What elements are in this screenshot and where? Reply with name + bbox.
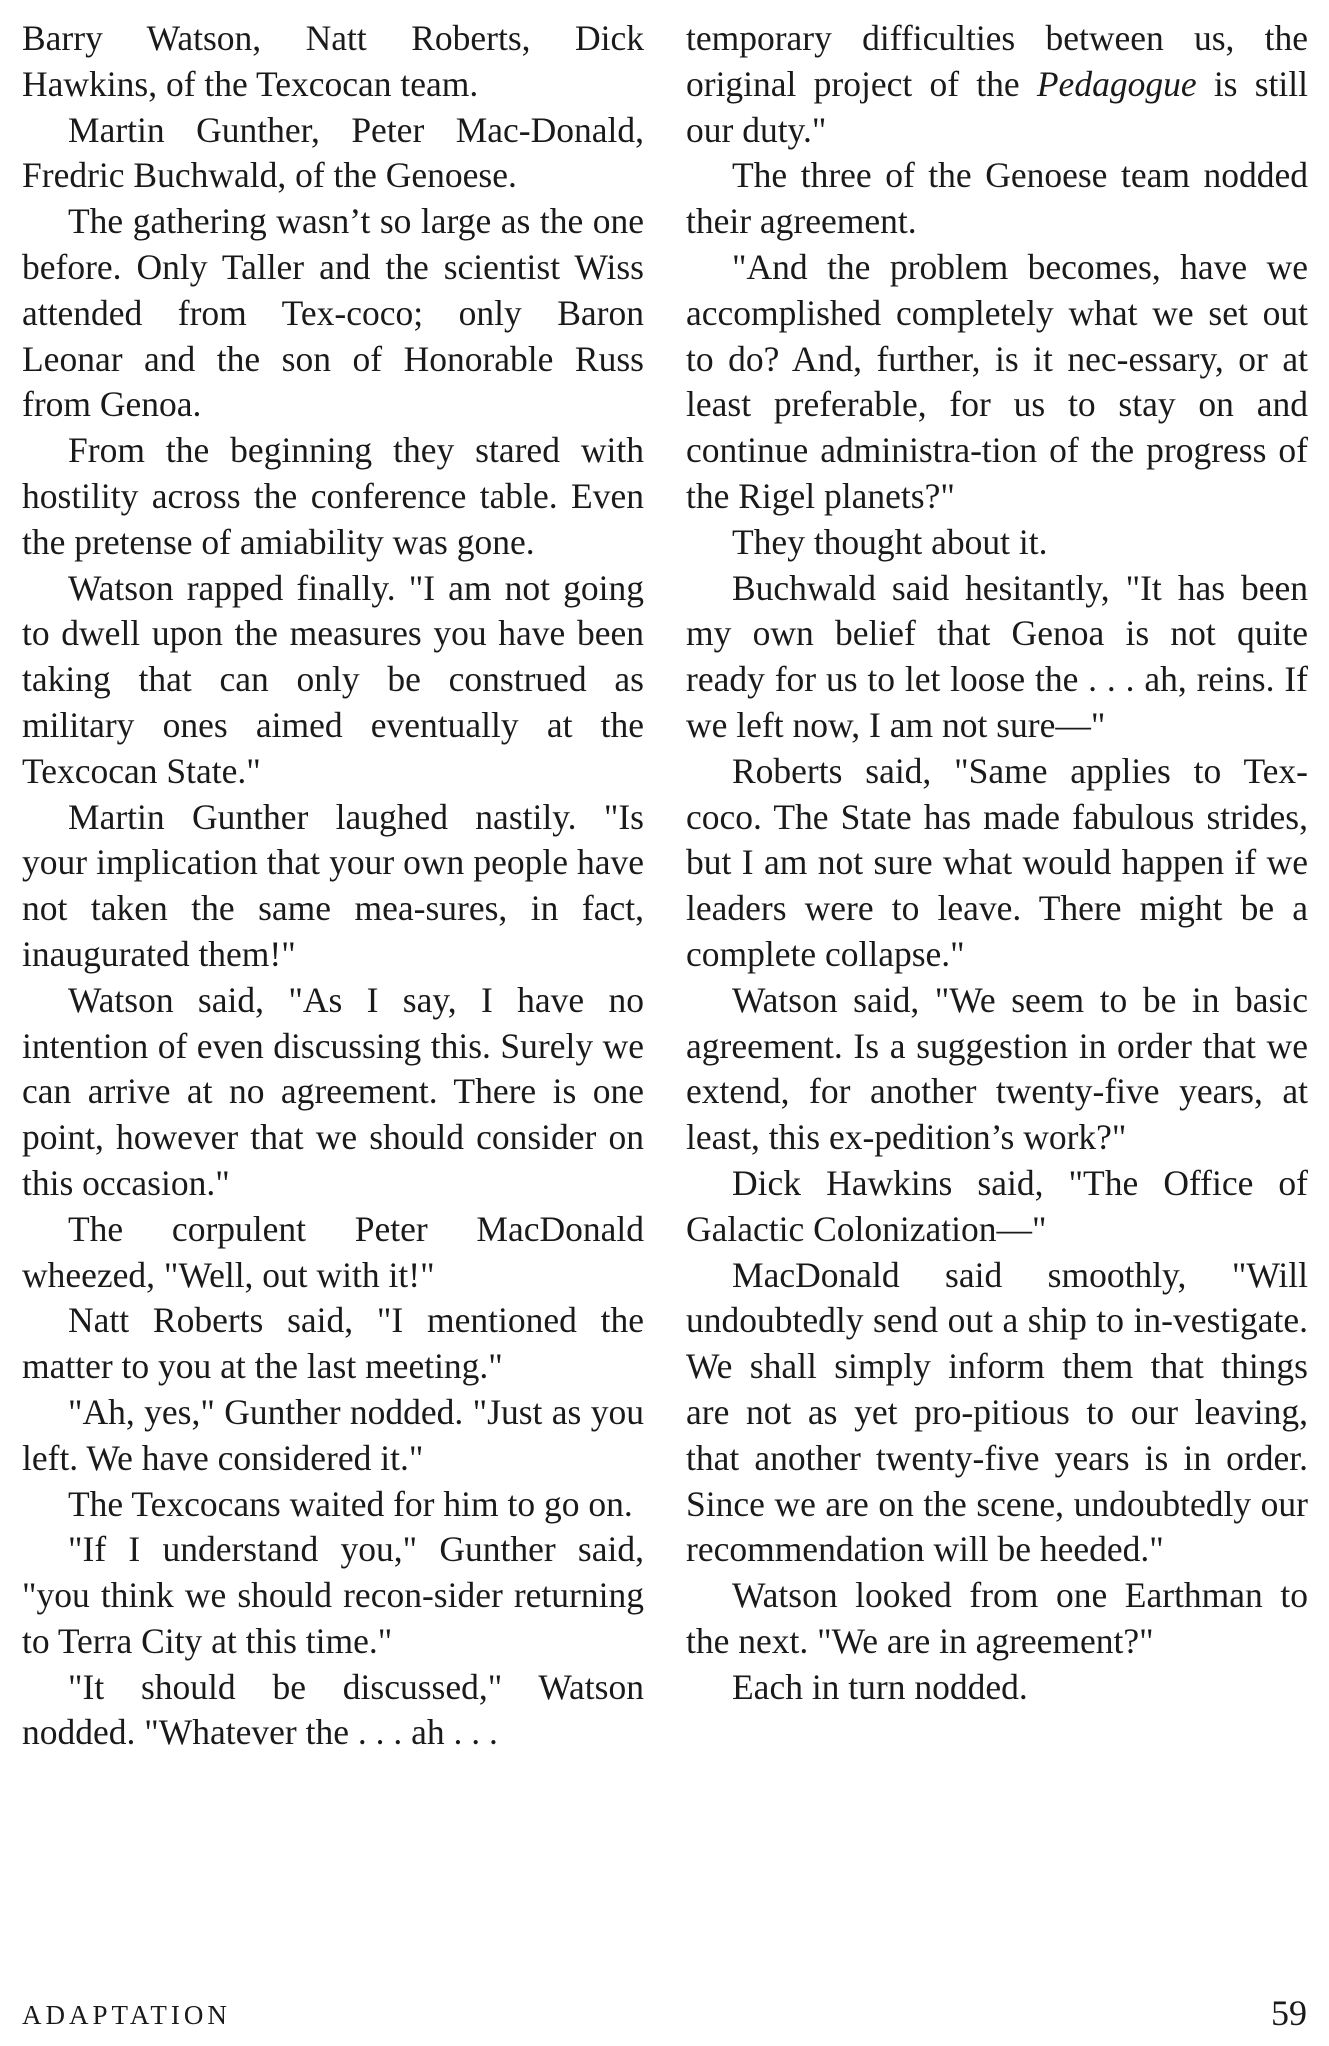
running-footer-title: ADAPTATION bbox=[22, 2000, 231, 2030]
paragraph: Watson said, "We seem to be in basic agreement. Is a suggestion in order that we extend, for another twenty-five years, at least, this ex-pedition’s work?" bbox=[686, 979, 1308, 1158]
right-text-column bbox=[686, 16, 1308, 1710]
paragraph: "If I understand you," Gunther said, "you think we should recon-sider returning to Terra City at this time." bbox=[22, 1529, 644, 1661]
paragraph: The corpulent Peter MacDonald wheezed, "Well, out with it!" bbox=[22, 1208, 644, 1295]
ship-name-italic: Pedagogue bbox=[1036, 63, 1197, 104]
paragraph: MacDonald said smoothly, "Will undoubtedly send out a ship to in-vestigate. We shall simply inform them that things are not as yet pro-pitious to our leaving, that another twenty-five years is in order. Since we are on the scene, undoubtedly our recommendation will be heeded." bbox=[686, 1254, 1308, 1570]
page-footer bbox=[22, 1993, 1307, 2040]
paragraph: They thought about it. bbox=[732, 521, 1048, 562]
paragraph: Martin Gunther, Peter Mac-Donald, Fredric Buchwald, of the Genoese. bbox=[22, 109, 644, 196]
paragraph: From the beginning they stared with hostility across the conference table. Even the pretense of amiability was gone. bbox=[22, 430, 644, 562]
paragraph: "Ah, yes," Gunther nodded. "Just as you left. We have considered it." bbox=[22, 1391, 644, 1478]
paragraph: temporary difficulties between us, the original project of the Pedagogue is still our duty." bbox=[686, 18, 1308, 150]
left-text-column bbox=[22, 16, 644, 1756]
paragraph: The three of the Genoese team nodded their agreement. bbox=[686, 155, 1308, 242]
paragraph: Natt Roberts said, "I mentioned the matter to you at the last meeting." bbox=[22, 1300, 644, 1387]
paragraph: Barry Watson, Natt Roberts, Dick Hawkins, of the Texcocan team. bbox=[22, 18, 644, 104]
paragraph: The gathering wasn’t so large as the one before. Only Taller and the scientist Wiss attended from Tex-coco; only Baron Leonar and the son of Honorable Russ from Genoa. bbox=[22, 201, 644, 425]
paragraph: "And the problem becomes, have we accomplished completely what we set out to do? And, further, is it nec-essary, or at least preferable, for us to stay on and continue administra-tion of the progress of the Rigel planets?" bbox=[686, 246, 1308, 516]
paragraph: "It should be discussed," Watson nodded. "Whatever the . . . ah . . . bbox=[22, 1666, 644, 1753]
paragraph: The Texcocans waited for him to go on. bbox=[68, 1483, 633, 1524]
paragraph: Each in turn nodded. bbox=[732, 1666, 1028, 1707]
paragraph: Watson said, "As I say, I have no intention of even discussing this. Surely we can arrive at no agreement. There is one point, however that we should consider on this occasion." bbox=[22, 979, 644, 1203]
paragraph: Dick Hawkins said, "The Office of Galactic Colonization—" bbox=[686, 1162, 1308, 1249]
paragraph: Roberts said, "Same applies to Tex-coco. The State has made fabulous strides, but I am not sure what would happen if we leaders were to leave. There might be a complete collapse." bbox=[686, 750, 1308, 974]
paragraph: Buchwald said hesitantly, "It has been my own belief that Genoa is not quite ready for us to let loose the . . . ah, reins. If we left now, I am not sure—" bbox=[686, 567, 1308, 745]
paragraph: Watson looked from one Earthman to the next. "We are in agreement?" bbox=[686, 1575, 1308, 1661]
page-number: 59 bbox=[1271, 1993, 1307, 2033]
paragraph: Martin Gunther laughed nastily. "Is your implication that your own people have not taken the same mea-sures, in fact, inaugurated them!" bbox=[22, 796, 644, 974]
paragraph: Watson rapped finally. "I am not going to dwell upon the measures you have been taking that can only be construed as military ones aimed eventually at the Texcocan State." bbox=[22, 567, 644, 791]
